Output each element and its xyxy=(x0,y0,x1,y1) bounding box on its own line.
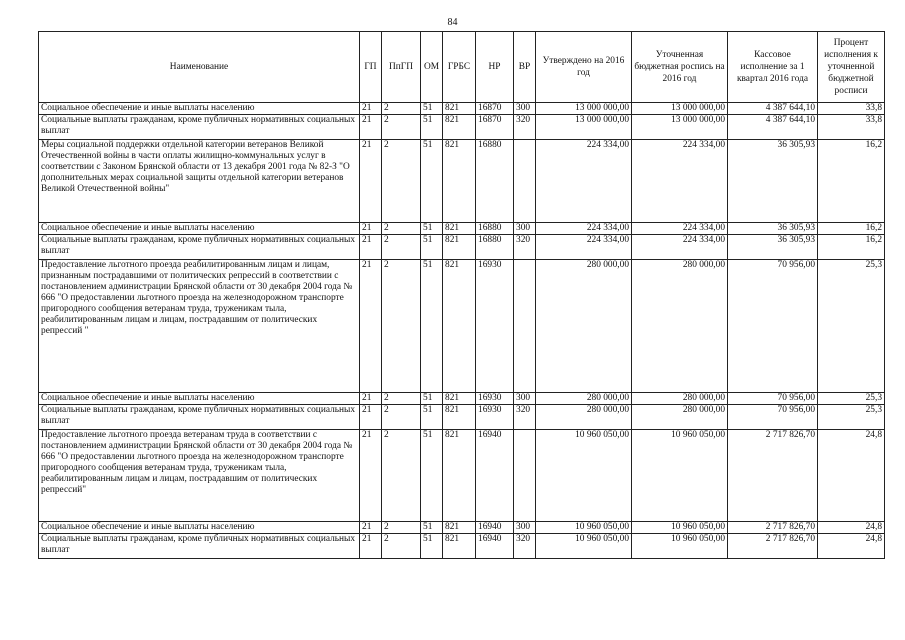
cell-grbs: 821 xyxy=(443,534,476,559)
cell-gp: 21 xyxy=(360,260,382,393)
budget-table xyxy=(38,31,885,559)
cell-om: 51 xyxy=(421,235,443,260)
cell-gp: 21 xyxy=(360,534,382,559)
cell-revised: 13 000 000,00 xyxy=(632,115,728,140)
cell-ppgp: 2 xyxy=(382,522,421,534)
cell-ppgp: 2 xyxy=(382,223,421,235)
cell-gp: 21 xyxy=(360,405,382,430)
cell-revised: 224 334,00 xyxy=(632,235,728,260)
cell-grbs: 821 xyxy=(443,140,476,223)
cell-revised: 224 334,00 xyxy=(632,140,728,223)
cell-percent: 24,8 xyxy=(818,534,885,559)
cell-approved: 13 000 000,00 xyxy=(536,115,632,140)
cell-percent: 25,3 xyxy=(818,405,885,430)
header-om: ОМ xyxy=(421,32,443,103)
table-row xyxy=(39,235,885,260)
cell-executed: 36 305,93 xyxy=(728,223,818,235)
cell-gp: 21 xyxy=(360,140,382,223)
table-row xyxy=(39,405,885,430)
cell-om: 51 xyxy=(421,140,443,223)
cell-executed: 70 956,00 xyxy=(728,260,818,393)
cell-gp: 21 xyxy=(360,522,382,534)
cell-executed: 70 956,00 xyxy=(728,393,818,405)
cell-revised: 280 000,00 xyxy=(632,260,728,393)
cell-grbs: 821 xyxy=(443,393,476,405)
cell-om: 51 xyxy=(421,223,443,235)
cell-gp: 21 xyxy=(360,115,382,140)
table-row xyxy=(39,393,885,405)
cell-percent: 16,2 xyxy=(818,223,885,235)
cell-ppgp: 2 xyxy=(382,534,421,559)
cell-nr: 16880 xyxy=(476,140,514,223)
header-name: Наименование xyxy=(39,32,360,103)
cell-name: Предоставление льготного проезда ветеранам труда в соответствии с постановлением администрации Брянской области от 30 декабря 2004 года № 666 "О предоставлении льготного проезда на железнодорожном транспорте пригородного сообщения ветеранам труда, труженикам тыла, реабилитированным лицам и лицам, пострадавшим от политических репрессий" xyxy=(39,430,360,522)
table-row xyxy=(39,522,885,534)
cell-percent: 16,2 xyxy=(818,140,885,223)
cell-name: Социальное обеспечение и иные выплаты населению xyxy=(39,522,360,534)
cell-ppgp: 2 xyxy=(382,103,421,115)
cell-grbs: 821 xyxy=(443,430,476,522)
table-row xyxy=(39,115,885,140)
cell-vr: 320 xyxy=(514,235,536,260)
cell-percent: 24,8 xyxy=(818,522,885,534)
cell-vr: 320 xyxy=(514,534,536,559)
header-grbs: ГРБС xyxy=(443,32,476,103)
cell-om: 51 xyxy=(421,393,443,405)
cell-nr: 16940 xyxy=(476,430,514,522)
cell-executed: 2 717 826,70 xyxy=(728,534,818,559)
cell-revised: 13 000 000,00 xyxy=(632,103,728,115)
table-row xyxy=(39,534,885,559)
cell-approved: 13 000 000,00 xyxy=(536,103,632,115)
header-percent: Процент исполнения к уточненной бюджетной росписи xyxy=(818,32,885,103)
cell-vr xyxy=(514,140,536,223)
cell-grbs: 821 xyxy=(443,223,476,235)
header-nr: НР xyxy=(476,32,514,103)
cell-ppgp: 2 xyxy=(382,405,421,430)
cell-grbs: 821 xyxy=(443,522,476,534)
cell-grbs: 821 xyxy=(443,260,476,393)
table-row xyxy=(39,140,885,223)
cell-name: Социальное обеспечение и иные выплаты населению xyxy=(39,393,360,405)
cell-revised: 10 960 050,00 xyxy=(632,522,728,534)
cell-name: Социальные выплаты гражданам, кроме публичных нормативных социальных выплат xyxy=(39,235,360,260)
cell-approved: 280 000,00 xyxy=(536,405,632,430)
cell-gp: 21 xyxy=(360,235,382,260)
cell-executed: 4 387 644,10 xyxy=(728,103,818,115)
cell-approved: 280 000,00 xyxy=(536,393,632,405)
cell-vr: 320 xyxy=(514,115,536,140)
cell-gp: 21 xyxy=(360,103,382,115)
cell-executed: 36 305,93 xyxy=(728,235,818,260)
cell-om: 51 xyxy=(421,103,443,115)
cell-ppgp: 2 xyxy=(382,140,421,223)
cell-percent: 24,8 xyxy=(818,430,885,522)
page-number: 84 xyxy=(447,17,458,28)
cell-vr xyxy=(514,260,536,393)
cell-gp: 21 xyxy=(360,430,382,522)
cell-nr: 16880 xyxy=(476,223,514,235)
cell-nr: 16940 xyxy=(476,522,514,534)
cell-vr xyxy=(514,430,536,522)
header-executed: Кассовое исполнение за 1 квартал 2016 года xyxy=(728,32,818,103)
cell-approved: 10 960 050,00 xyxy=(536,534,632,559)
cell-executed: 2 717 826,70 xyxy=(728,430,818,522)
cell-approved: 10 960 050,00 xyxy=(536,522,632,534)
cell-om: 51 xyxy=(421,534,443,559)
cell-om: 51 xyxy=(421,430,443,522)
cell-revised: 280 000,00 xyxy=(632,405,728,430)
cell-name: Социальные выплаты гражданам, кроме публичных нормативных социальных выплат xyxy=(39,405,360,430)
cell-vr: 320 xyxy=(514,405,536,430)
cell-name: Социальные выплаты гражданам, кроме публичных нормативных социальных выплат xyxy=(39,115,360,140)
cell-om: 51 xyxy=(421,260,443,393)
cell-grbs: 821 xyxy=(443,115,476,140)
cell-nr: 16930 xyxy=(476,260,514,393)
cell-approved: 10 960 050,00 xyxy=(536,430,632,522)
table-row xyxy=(39,260,885,393)
cell-percent: 16,2 xyxy=(818,235,885,260)
cell-percent: 33,8 xyxy=(818,115,885,140)
cell-vr: 300 xyxy=(514,103,536,115)
cell-approved: 224 334,00 xyxy=(536,223,632,235)
cell-revised: 280 000,00 xyxy=(632,393,728,405)
cell-ppgp: 2 xyxy=(382,430,421,522)
cell-ppgp: 2 xyxy=(382,235,421,260)
cell-ppgp: 2 xyxy=(382,393,421,405)
table-row xyxy=(39,223,885,235)
cell-ppgp: 2 xyxy=(382,260,421,393)
cell-nr: 16870 xyxy=(476,103,514,115)
header-row xyxy=(39,32,885,103)
cell-grbs: 821 xyxy=(443,405,476,430)
cell-revised: 10 960 050,00 xyxy=(632,430,728,522)
cell-om: 51 xyxy=(421,405,443,430)
cell-percent: 33,8 xyxy=(818,103,885,115)
cell-gp: 21 xyxy=(360,393,382,405)
cell-nr: 16870 xyxy=(476,115,514,140)
header-vr: ВР xyxy=(514,32,536,103)
cell-ppgp: 2 xyxy=(382,115,421,140)
cell-revised: 224 334,00 xyxy=(632,223,728,235)
table-row xyxy=(39,430,885,522)
cell-executed: 2 717 826,70 xyxy=(728,522,818,534)
cell-percent: 25,3 xyxy=(818,260,885,393)
cell-grbs: 821 xyxy=(443,235,476,260)
cell-approved: 280 000,00 xyxy=(536,260,632,393)
cell-nr: 16940 xyxy=(476,534,514,559)
cell-grbs: 821 xyxy=(443,103,476,115)
header-approved: Утверждено на 2016 год xyxy=(536,32,632,103)
cell-executed: 70 956,00 xyxy=(728,405,818,430)
cell-om: 51 xyxy=(421,522,443,534)
header-revised: Уточненная бюджетная роспись на 2016 год xyxy=(632,32,728,103)
cell-approved: 224 334,00 xyxy=(536,235,632,260)
cell-approved: 224 334,00 xyxy=(536,140,632,223)
cell-nr: 16930 xyxy=(476,393,514,405)
cell-name: Меры социальной поддержки отдельной категории ветеранов Великой Отечественной войны в части оплаты жилищно-коммунальных услуг в соответствии с Законом Брянской области от 13 декабря 2001 года № 82-З "О дополнительных мерах социальной защиты отдельной категории ветеранов Великой Отечественной войны" xyxy=(39,140,360,223)
cell-om: 51 xyxy=(421,115,443,140)
cell-percent: 25,3 xyxy=(818,393,885,405)
cell-name: Социальное обеспечение и иные выплаты населению xyxy=(39,103,360,115)
cell-vr: 300 xyxy=(514,393,536,405)
header-ppgp: ПпГП xyxy=(382,32,421,103)
cell-executed: 4 387 644,10 xyxy=(728,115,818,140)
header-gp: ГП xyxy=(360,32,382,103)
cell-name: Социальные выплаты гражданам, кроме публичных нормативных социальных выплат xyxy=(39,534,360,559)
cell-vr: 300 xyxy=(514,223,536,235)
cell-executed: 36 305,93 xyxy=(728,140,818,223)
cell-name: Предоставление льготного проезда реабилитированным лицам и лицам, признанным пострадавшими от политических репрессий в соответствии с постановлением администрации Брянской области от 30 декабря 2004 года № 666 "О предоставлении льготного проезда на железнодорожном транспорте пригородного сообщения ветеранам труда, труженикам тыла, реабилитированным лицам и лицам, пострадавшим от политических репрессий " xyxy=(39,260,360,393)
cell-revised: 10 960 050,00 xyxy=(632,534,728,559)
cell-nr: 16930 xyxy=(476,405,514,430)
cell-gp: 21 xyxy=(360,223,382,235)
cell-nr: 16880 xyxy=(476,235,514,260)
table-row xyxy=(39,103,885,115)
cell-name: Социальное обеспечение и иные выплаты населению xyxy=(39,223,360,235)
cell-vr: 300 xyxy=(514,522,536,534)
